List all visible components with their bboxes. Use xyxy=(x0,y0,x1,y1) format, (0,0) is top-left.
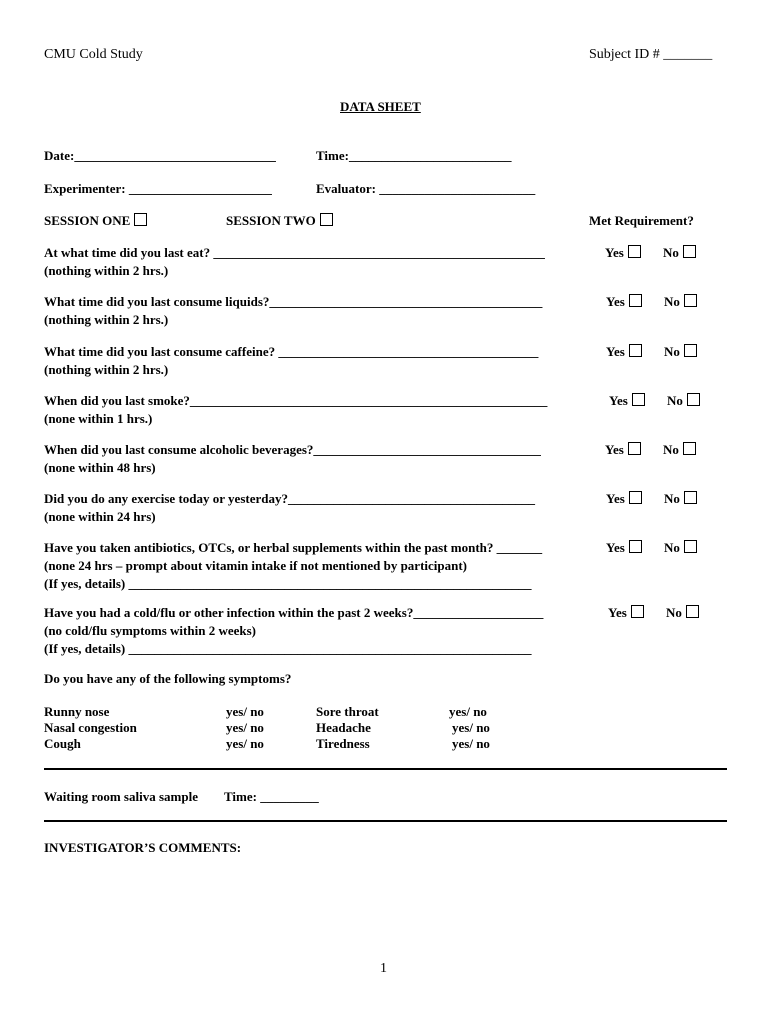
session-one-checkbox[interactable] xyxy=(134,213,147,226)
question-last-caffeine xyxy=(44,344,538,378)
symptom-name: Headache xyxy=(316,720,371,735)
no-label: No xyxy=(664,540,680,555)
yes-checkbox[interactable] xyxy=(629,344,642,357)
no-option[interactable] xyxy=(664,344,697,360)
no-option[interactable] xyxy=(667,393,700,409)
symptom-answer[interactable]: yes/ no xyxy=(226,704,264,719)
question-note: (nothing within 2 hrs.) xyxy=(44,263,169,278)
question-last-alcohol xyxy=(44,442,541,476)
saliva-time-field[interactable]: Time: _________ xyxy=(224,789,319,804)
yes-checkbox[interactable] xyxy=(632,393,645,406)
no-checkbox[interactable] xyxy=(686,605,699,618)
question-note: (none 24 hrs – prompt about vitamin intake if not mentioned by participant) xyxy=(44,558,468,573)
no-checkbox[interactable] xyxy=(687,393,700,406)
no-checkbox[interactable] xyxy=(684,294,697,307)
evaluator-field[interactable]: Evaluator: ________________________ xyxy=(316,181,536,196)
question-cold-flu xyxy=(44,605,543,657)
symptom-answer[interactable]: yes/ no xyxy=(452,720,490,735)
symptom-name: Runny nose xyxy=(44,704,110,719)
yes-label: Yes xyxy=(606,491,625,506)
symptom-answer[interactable]: yes/ no xyxy=(449,704,487,719)
question-text[interactable]: Have you taken antibiotics, OTCs, or herbal supplements within the past month? _______ xyxy=(44,540,543,555)
no-option[interactable] xyxy=(664,540,697,556)
question-last-eat xyxy=(44,245,545,279)
question-note: (nothing within 2 hrs.) xyxy=(44,312,169,327)
question-exercise xyxy=(44,491,535,525)
symptom-name: Cough xyxy=(44,736,81,751)
no-option[interactable] xyxy=(663,245,696,261)
experimenter-field[interactable]: Experimenter: ______________________ xyxy=(44,181,272,196)
study-name: CMU Cold Study xyxy=(44,47,143,62)
no-label: No xyxy=(664,491,680,506)
time-field[interactable]: Time:_________________________ xyxy=(316,148,512,163)
yes-option[interactable] xyxy=(606,344,642,360)
question-text[interactable]: Did you do any exercise today or yesterday?______________________________________ xyxy=(44,491,535,506)
no-option[interactable] xyxy=(663,442,696,458)
question-last-liquids xyxy=(44,294,542,328)
yes-checkbox[interactable] xyxy=(629,294,642,307)
symptom-name: Nasal congestion xyxy=(44,720,137,735)
yes-checkbox[interactable] xyxy=(629,491,642,504)
yes-label: Yes xyxy=(605,442,624,457)
yes-label: Yes xyxy=(609,393,628,408)
yes-option[interactable] xyxy=(605,442,641,458)
no-checkbox[interactable] xyxy=(684,540,697,553)
symptom-name: Sore throat xyxy=(316,704,379,719)
no-checkbox[interactable] xyxy=(684,344,697,357)
met-requirement-header: Met Requirement? xyxy=(589,213,694,228)
question-note: (none within 1 hrs.) xyxy=(44,411,153,426)
yes-option[interactable] xyxy=(608,605,644,621)
no-label: No xyxy=(666,605,682,620)
yes-label: Yes xyxy=(605,245,624,260)
yes-label: Yes xyxy=(606,344,625,359)
date-field[interactable]: Date:_______________________________ xyxy=(44,148,276,163)
no-option[interactable] xyxy=(664,491,697,507)
question-last-smoke xyxy=(44,393,547,427)
yes-option[interactable] xyxy=(606,491,642,507)
question-note: (none within 48 hrs) xyxy=(44,460,156,475)
no-label: No xyxy=(663,245,679,260)
no-label: No xyxy=(664,294,680,309)
session-two-label: SESSION TWO xyxy=(226,213,316,228)
yes-checkbox[interactable] xyxy=(628,245,641,258)
details-field[interactable]: (If yes, details) ______________________________________________________________ xyxy=(44,641,532,656)
no-option[interactable] xyxy=(666,605,699,621)
session-one-label: SESSION ONE xyxy=(44,213,131,228)
saliva-sample-label: Waiting room saliva sample xyxy=(44,789,198,804)
yes-checkbox[interactable] xyxy=(631,605,644,618)
yes-label: Yes xyxy=(608,605,627,620)
question-text[interactable]: What time did you last consume liquids?__________________________________________ xyxy=(44,294,543,309)
no-label: No xyxy=(667,393,683,408)
question-note: (no cold/flu symptoms within 2 weeks) xyxy=(44,623,256,638)
question-note: (nothing within 2 hrs.) xyxy=(44,362,169,377)
investigator-comments-label: INVESTIGATOR’S COMMENTS: xyxy=(44,840,242,855)
no-checkbox[interactable] xyxy=(683,245,696,258)
yes-checkbox[interactable] xyxy=(628,442,641,455)
symptoms-prompt: Do you have any of the following symptoms? xyxy=(44,671,292,686)
symptom-answer[interactable]: yes/ no xyxy=(226,736,264,751)
question-text[interactable]: At what time did you last eat? ___________________________________________________ xyxy=(44,245,545,260)
symptom-answer[interactable]: yes/ no xyxy=(226,720,264,735)
yes-option[interactable] xyxy=(605,245,641,261)
no-label: No xyxy=(664,344,680,359)
question-text[interactable]: When did you last consume alcoholic beverages?___________________________________ xyxy=(44,442,541,457)
question-text[interactable]: What time did you last consume caffeine? ________________________________________ xyxy=(44,344,539,359)
yes-option[interactable] xyxy=(606,540,642,556)
no-label: No xyxy=(663,442,679,457)
yes-label: Yes xyxy=(606,540,625,555)
no-checkbox[interactable] xyxy=(684,491,697,504)
yes-option[interactable] xyxy=(609,393,645,409)
question-text[interactable]: Have you had a cold/flu or other infection within the past 2 weeks?____________________ xyxy=(44,605,544,620)
yes-label: Yes xyxy=(606,294,625,309)
session-two xyxy=(226,213,333,229)
yes-checkbox[interactable] xyxy=(629,540,642,553)
session-two-checkbox[interactable] xyxy=(320,213,333,226)
yes-option[interactable] xyxy=(606,294,642,310)
subject-id-field[interactable]: Subject ID # _______ xyxy=(589,47,713,62)
divider xyxy=(44,768,727,770)
question-note: (none within 24 hrs) xyxy=(44,509,156,524)
details-field[interactable]: (If yes, details) ______________________________________________________________ xyxy=(44,576,532,591)
no-checkbox[interactable] xyxy=(683,442,696,455)
page-number: 1 xyxy=(380,961,387,976)
page-title: DATA SHEET xyxy=(340,99,421,114)
question-text[interactable]: When did you last smoke?_______________________________________________________ xyxy=(44,393,548,408)
no-option[interactable] xyxy=(664,294,697,310)
divider xyxy=(44,820,727,822)
question-antibiotics xyxy=(44,540,542,592)
session-one xyxy=(44,213,147,229)
symptom-answer[interactable]: yes/ no xyxy=(452,736,490,751)
symptom-name: Tiredness xyxy=(316,736,370,751)
